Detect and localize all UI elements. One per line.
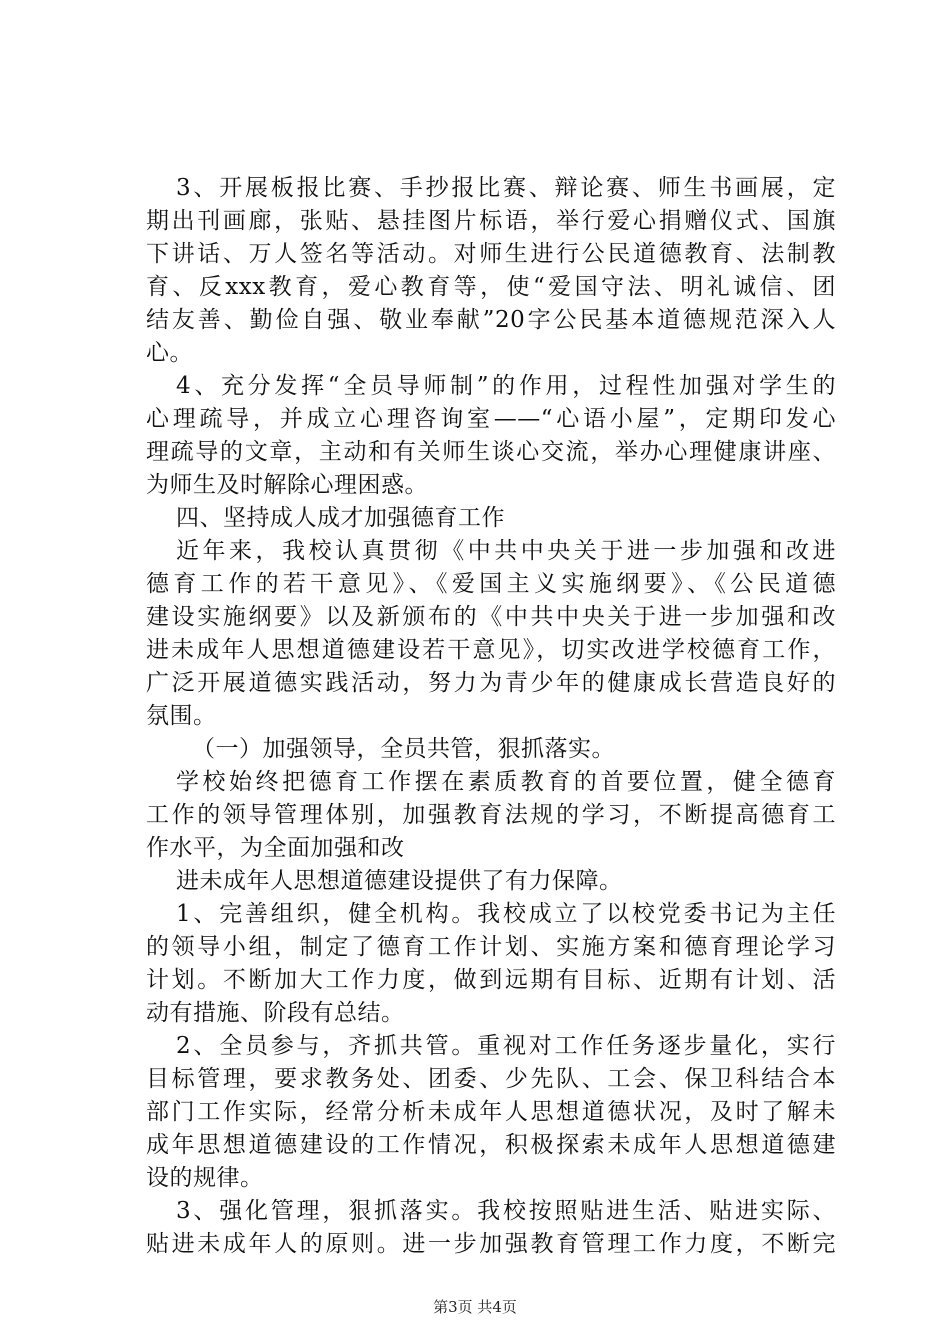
text-line: 心理疏导，并成立心理咨询室——“心语小屋”，定期印发心: [146, 406, 836, 432]
text-line: 1、完善组织，健全机构。我校成立了以校党委书记为主任: [176, 901, 836, 927]
text-line: 为师生及时解除心理困惑。: [146, 472, 428, 498]
text-line: 计划。不断加大工作力度，做到远期有目标、近期有计划、活: [146, 967, 836, 993]
text-line: 成年思想道德建设的工作情况，积极探索未成年人思想道德建: [146, 1132, 836, 1158]
text-line: 近年来，我校认真贯彻《中共中央关于进一步加强和改进: [176, 538, 836, 564]
text-line: 建设实施纲要》以及新颁布的《中共中央关于进一步加强和改: [146, 604, 836, 630]
text-line: 的领导小组，制定了德育工作计划、实施方案和德育理论学习: [146, 934, 836, 960]
text-line: 3、强化管理，狠抓落实。我校按照贴进生活、贴进实际、: [176, 1198, 836, 1224]
text-line: 德育工作的若干意见》、《爱国主义实施纲要》、《公民道德: [146, 571, 836, 597]
text-line: 结友善、勤俭自强、敬业奉献”20字公民基本道德规范深入人: [146, 307, 836, 333]
text-line: 进未成年人思想道德建设若干意见》，切实改进学校德育工作，: [146, 637, 836, 663]
text-line: 理疏导的文章，主动和有关师生谈心交流，举办心理健康讲座、: [146, 439, 836, 465]
text-line: 设的规律。: [146, 1165, 264, 1191]
text-line: 2、全员参与，齐抓共管。重视对工作任务逐步量化，实行: [176, 1033, 836, 1059]
text-line: 工作的领导管理体别，加强教育法规的学习，不断提高德育工: [146, 802, 836, 828]
text-line: 动有措施、阶段有总结。: [146, 1000, 405, 1026]
document-body: [146, 172, 836, 1261]
text-line: 育、反xxx教育，爱心教育等，使“爱国守法、明礼诚信、团: [146, 274, 836, 300]
text-line: （一）加强领导，全员共管，狠抓落实。: [192, 736, 615, 762]
text-line: 下讲话、万人签名等活动。对师生进行公民道德教育、法制教: [146, 241, 836, 267]
text-line: 氛围。: [146, 703, 217, 729]
text-line: 进未成年人思想道德建设提供了有力保障。: [176, 868, 623, 894]
text-line: 广泛开展道德实践活动，努力为青少年的健康成长营造良好的: [146, 670, 836, 696]
text-line: 学校始终把德育工作摆在素质教育的首要位置，健全德育: [176, 769, 836, 795]
text-line: 贴进未成年人的原则。进一步加强教育管理工作力度，不断完: [146, 1231, 836, 1257]
text-line: 部门工作实际，经常分析未成年人思想道德状况，及时了解未: [146, 1099, 836, 1125]
text-line: 目标管理，要求教务处、团委、少先队、工会、保卫科结合本: [146, 1066, 836, 1092]
text-line: 作水平，为全面加强和改: [146, 835, 405, 861]
page-footer: 第3页 共4页: [433, 1298, 517, 1316]
text-line: 四、坚持成人成才加强德育工作: [176, 505, 505, 531]
text-line: 4、充分发挥“全员导师制”的作用，过程性加强对学生的: [176, 373, 836, 399]
text-line: 心。: [146, 340, 193, 366]
text-line: 3、开展板报比赛、手抄报比赛、辩论赛、师生书画展，定: [176, 175, 836, 201]
text-line: 期出刊画廊，张贴、悬挂图片标语，举行爱心捐赠仪式、国旗: [146, 208, 836, 234]
